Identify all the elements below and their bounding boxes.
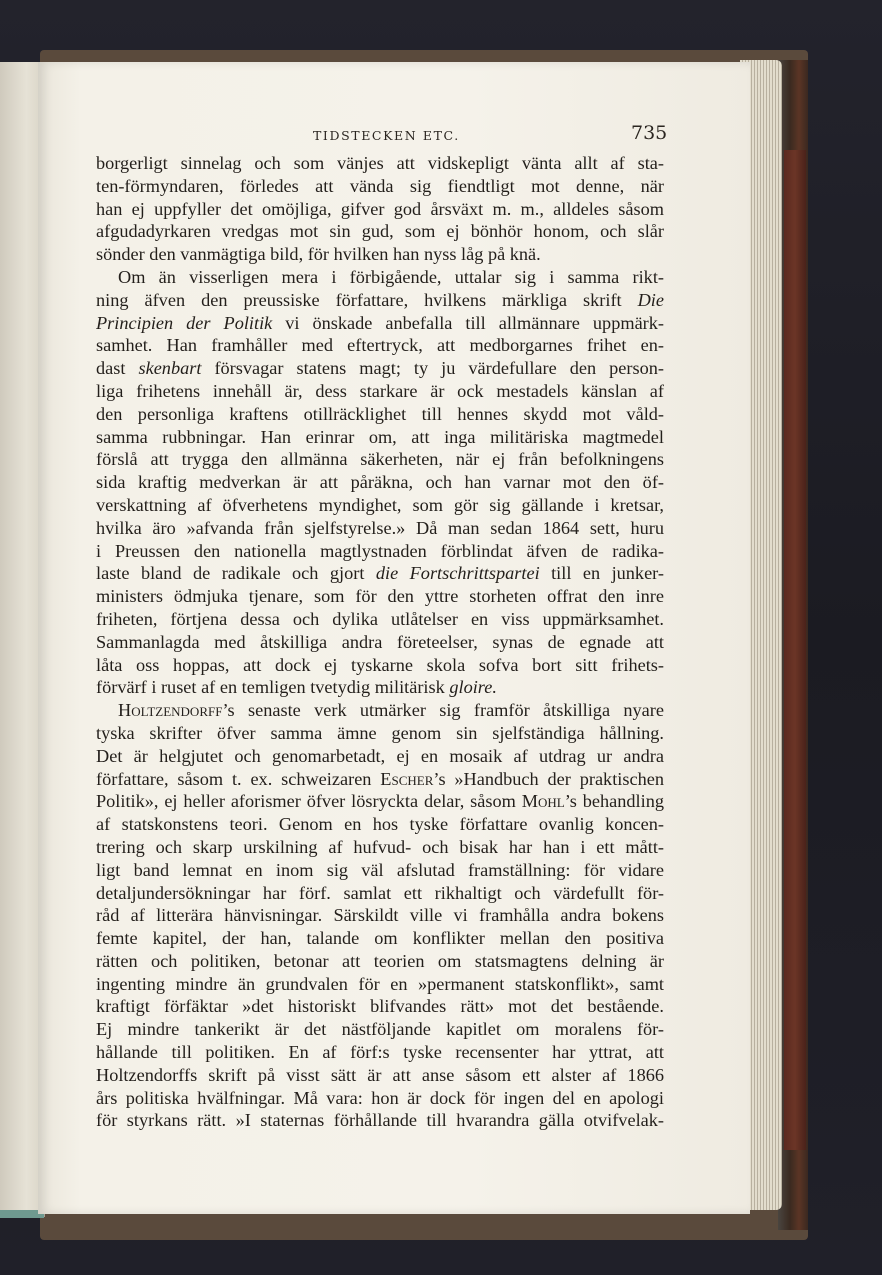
italic-text: gloire. <box>449 677 497 698</box>
text-run: laste bland de radikale och gjort <box>96 563 376 584</box>
italic-text: Principien der Politik <box>96 312 273 333</box>
text-line <box>96 1109 664 1132</box>
text-line <box>96 995 664 1018</box>
body-text <box>96 152 664 1132</box>
text-run: ten-förmyndaren, förledes att vända sig fiendtligt mot denne, när <box>96 175 664 196</box>
text-line <box>96 243 664 266</box>
text-run: dast <box>96 358 139 379</box>
text-run: års politiska hvälfningar. Må vara: hon är dock för ingen del en apologi <box>96 1087 664 1108</box>
text-run: för styrkans rätt. »I staternas förhållande till hvarandra gälla otvifvelak- <box>96 1110 664 1131</box>
text-line <box>96 175 664 198</box>
text-line <box>96 768 664 791</box>
text-line <box>96 745 664 768</box>
text-line <box>96 357 664 380</box>
text-run: förvärf i ruset af en temligen tvetydig militärisk <box>96 677 450 698</box>
text-run: Politik», ej heller aforismer öfver lösryckta delar, såsom <box>96 791 522 812</box>
text-line <box>96 676 664 699</box>
text-line <box>96 312 664 335</box>
text-line <box>96 699 664 722</box>
text-line <box>96 198 664 221</box>
text-line <box>96 426 664 449</box>
text-line <box>96 608 664 631</box>
small-caps-name: Holtzendorff <box>118 700 223 721</box>
text-run: sönder den vanmägtiga bild, för hvilken han nyss låg på knä. <box>96 244 541 265</box>
text-run: Om än visserligen mera i förbigående, uttalar sig i samma rikt- <box>118 266 664 287</box>
italic-text: die Fortschrittspartei <box>375 563 540 584</box>
text-run: författare, såsom t. ex. schweizaren <box>96 768 381 789</box>
text-line <box>96 448 664 471</box>
text-run: trering och skarp urskilning af hufvud- och bisak har han i ett mått- <box>96 836 664 857</box>
text-line <box>96 631 664 654</box>
text-run: han ej uppfyller det omöjliga, gifver god årsväxt m. m., alldeles såsom <box>96 198 664 219</box>
text-run: af statskonstens teori. Genom en hos tyske författare ovanlig koncen- <box>96 814 664 835</box>
text-line <box>96 220 664 243</box>
text-run: till en junker- <box>539 563 664 584</box>
text-run: Det är helgjutet och genomarbetadt, ej en mosaik af utdrag ur andra <box>96 745 664 766</box>
text-line <box>96 927 664 950</box>
text-line <box>96 152 664 175</box>
text-line <box>96 790 664 813</box>
running-head: TIDSTECKEN ETC. <box>313 128 460 143</box>
text-line <box>96 973 664 996</box>
text-run: i Preussen den nationella magtlystnaden förblindat äfven de radika- <box>96 540 664 561</box>
text-line <box>96 380 664 403</box>
text-line <box>96 289 664 312</box>
page-number: 735 <box>631 122 668 144</box>
text-line <box>96 836 664 859</box>
text-line <box>96 585 664 608</box>
text-run: försvagar statens magt; ty ju värdefullare den person- <box>201 358 664 379</box>
text-run: förslå att trygga den allmänna säkerheten, när ej från befolkningens <box>96 449 664 470</box>
text-run: vi önskade anbefalla till allmännare uppmärk- <box>272 312 664 333</box>
small-caps-name: Escher <box>380 768 434 789</box>
text-run: tyska skrifter öfver samma ämne genom sin sjelfständiga hållning. <box>96 722 664 743</box>
text-run: ministers ödmjuka tjenare, som för den yttre storheten offrat den inre <box>96 586 664 607</box>
text-line <box>96 266 664 289</box>
text-run: ning äfven den preussiske författare, hvilkens märkliga skrift <box>96 289 638 310</box>
text-line <box>96 859 664 882</box>
text-line <box>96 882 664 905</box>
text-run: ingenting mindre än grundvalen för en »permanent statskonflikt», samt <box>96 973 664 994</box>
text-run: rätten och politiken, betonar att teorien om statsmagtens delning är <box>96 950 664 971</box>
text-line <box>96 904 664 927</box>
text-run: ’s senaste verk utmärker sig framför åtskilliga nyare <box>222 700 664 721</box>
text-line <box>96 950 664 973</box>
text-run: verskattning af öfverhetens myndighet, som gör sig gällande i kretsar, <box>96 494 664 515</box>
text-line <box>96 334 664 357</box>
text-run: femte kapitel, der han, talande om konflikter mellan den positiva <box>96 928 664 949</box>
text-line <box>96 813 664 836</box>
text-line <box>96 471 664 494</box>
italic-text: Die <box>637 289 664 310</box>
text-line <box>96 562 664 585</box>
text-line <box>96 1018 664 1041</box>
text-run: sida kraftig medverkan är att påräkna, och han varnar mot den öf- <box>96 472 664 493</box>
text-run: Sammanlagda med åtskilliga andra företeelser, synas de egnade att <box>96 631 664 652</box>
text-run: afgudadyrkaren vredgas mot sin gud, som ej bönhör honom, och slår <box>96 221 664 242</box>
text-run: borgerligt sinnelag och som vänjes att vidskepligt vänta allt af sta- <box>96 153 664 173</box>
text-run: låta oss hoppas, att dock ej tyskarne skola sofva bort sitt frihets- <box>96 654 664 675</box>
text-line <box>96 494 664 517</box>
text-run: Holtzendorffs skrift på visst sätt är att anse såsom ett alster af 1866 <box>96 1064 664 1085</box>
text-line <box>96 540 664 563</box>
italic-text: skenbart <box>138 358 202 379</box>
text-line <box>96 1064 664 1087</box>
text-run: Ej mindre tankerikt är det nästföljande kapitlet om moralens för- <box>96 1019 664 1040</box>
text-line <box>96 517 664 540</box>
text-run: hållande till politiken. En af förf:s tyske recensenter har yttrat, att <box>96 1042 664 1063</box>
text-line <box>96 654 664 677</box>
book-spine-leather <box>784 150 806 1150</box>
text-run: kraftigt förfäktar »det historiskt blifvandes rätt» mot det bestående. <box>96 996 664 1017</box>
text-run: ’s »Handbuch der praktischen <box>433 768 664 789</box>
small-caps-name: Mohl <box>521 791 565 812</box>
text-run: hvilka äro »afvanda från sjelfstyrelse.» Då man sedan 1864 sett, huru <box>96 517 664 538</box>
text-run: samma rubbningar. Han erinrar om, att inga militäriska magtmedel <box>96 426 664 447</box>
text-line <box>96 1041 664 1064</box>
text-run: detaljundersökningar har förf. samlat ett rikhaltigt och värdefullt för- <box>96 882 664 903</box>
text-run: ligt band lemnat en inom sig väl afslutad framställning: för vidare <box>96 859 664 880</box>
text-run: friheten, förtjena dessa och dylika utlåtelser en viss uppmärksamhet. <box>96 608 664 629</box>
text-line <box>96 722 664 745</box>
text-run: samhet. Han framhåller med eftertryck, att medborgarnes frihet en- <box>96 335 664 356</box>
text-run: liga frihetens innehåll är, dess starkare är ock mestadels känslan af <box>96 380 664 401</box>
text-line <box>96 403 664 426</box>
text-run: råd af litterära hänvisningar. Särskildt ville vi framhålla andra bokens <box>96 905 664 926</box>
text-line <box>96 1087 664 1110</box>
text-run: ’s behandling <box>564 791 664 812</box>
text-run: den personliga kraftens otillräcklighet till hennes skydd mot våld- <box>96 403 664 424</box>
